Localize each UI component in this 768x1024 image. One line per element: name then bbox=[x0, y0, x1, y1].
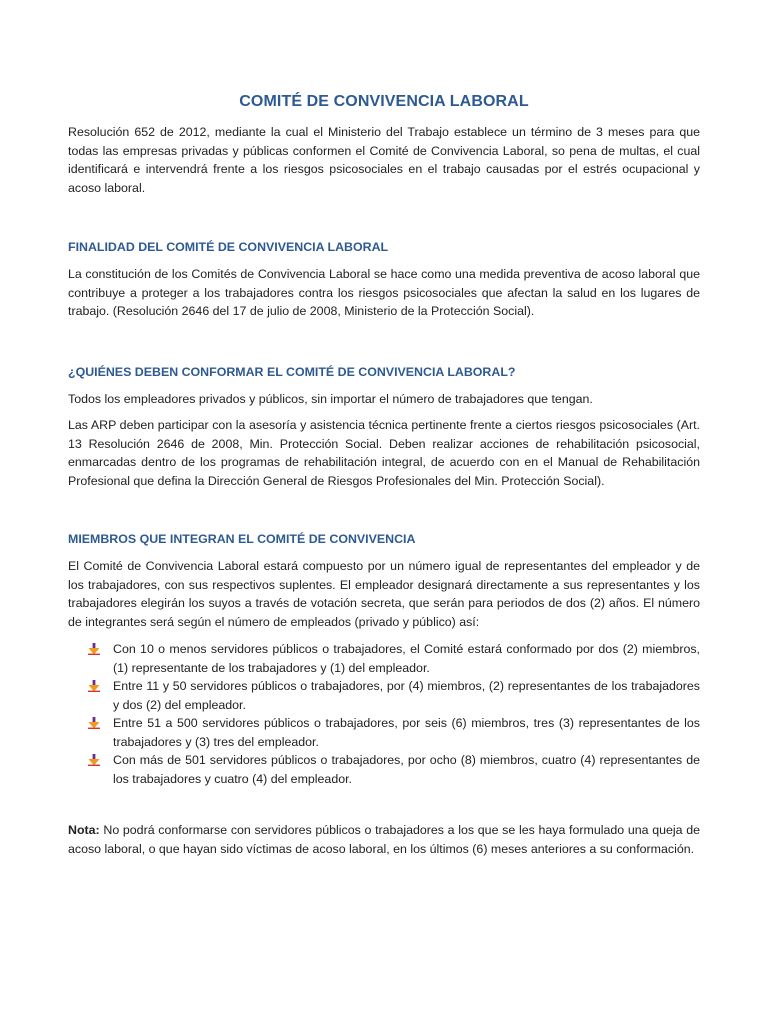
arrow-bullet-icon bbox=[88, 680, 100, 692]
bullet-text: Con más de 501 servidores públicos o trabajadores, por ocho (8) miembros, cuatro (4) representantes de los trabajadores y cuatro (4) del empleador. bbox=[113, 753, 700, 786]
note-paragraph bbox=[68, 821, 700, 858]
intro-paragraph: Resolución 652 de 2012, mediante la cual el Ministerio del Trabajo establece un término de 3 meses para que todas las empresas privadas y públicas conformen el Comité de Convivencia Laboral, so pena de multas, el cual identificará e intervendrá frente a los riesgos psicosociales en el trabajo causadas por el estrés ocupacional y acoso laboral. bbox=[68, 125, 700, 195]
bullet-text: Entre 11 y 50 servidores públicos o trabajadores, por (4) miembros, (2) representantes de los trabajadores y dos (2) del empleador. bbox=[113, 679, 700, 712]
finalidad-paragraph: La constitución de los Comités de Convivencia Laboral se hace como una medida preventiva de acoso laboral que contribuye a proteger a los trabajadores contra los riesgos psicosociales que afectan la salud en los lugares de trabajo. (Resolución 2646 del 17 de julio de 2008, Ministerio de la Protección Social). bbox=[68, 267, 700, 318]
list-item bbox=[113, 677, 700, 714]
section-heading-finalidad: FINALIDAD DEL COMITÉ DE CONVIVENCIA LABORAL bbox=[68, 240, 389, 254]
list-item bbox=[113, 640, 700, 677]
arrow-bullet-icon bbox=[88, 754, 100, 766]
quienes-paragraph-1: Todos los empleadores privados y públicos, sin importar el número de trabajadores que tengan. bbox=[68, 391, 593, 406]
list-item bbox=[113, 714, 700, 751]
arrow-bullet-icon bbox=[88, 717, 100, 729]
note-text: No podrá conformarse con servidores públicos o trabajadores a los que se les haya formulado una queja de acoso laboral, o que hayan sido víctimas de acoso laboral, en los últimos (6) meses anteriores a su conformación. bbox=[68, 823, 700, 856]
arrow-bullet-icon bbox=[88, 643, 100, 655]
miembros-paragraph: El Comité de Convivencia Laboral estará compuesto por un número igual de representantes del empleador y de los trabajadores, con sus respectivos suplentes. El empleador designará directamente a sus representantes y los trabajadores elegirán los suyos a través de votación secreta, que serán para periodos de dos (2) años. El número de integrantes será según el número de empleados (privado y público) así: bbox=[68, 559, 700, 629]
section-heading-miembros: MIEMBROS QUE INTEGRAN EL COMITÉ DE CONVIVENCIA bbox=[68, 532, 416, 546]
members-bullet-list bbox=[68, 640, 700, 788]
bullet-text: Entre 51 a 500 servidores públicos o trabajadores, por seis (6) miembros, tres (3) representantes de los trabajadores y (3) tres del empleador. bbox=[113, 716, 700, 749]
list-item bbox=[113, 751, 700, 788]
bullet-text: Con 10 o menos servidores públicos o trabajadores, el Comité estará conformado por dos (2) miembros, (1) representante de los trabajadores y (1) del empleador. bbox=[113, 642, 700, 675]
document-title: COMITÉ DE CONVIVENCIA LABORAL bbox=[239, 93, 529, 110]
note-label: Nota: bbox=[68, 823, 100, 837]
quienes-paragraph-2: Las ARP deben participar con la asesoría y asistencia técnica pertinente frente a ciertos riesgos psicosociales (Art. 13 Resolución 2646 de 2008, Min. Protección Social. Deben realizar acciones de rehabilitación psicosocial, enmarcadas dentro de los programas de rehabilitación integral, de acuerdo con en el Manual de Rehabilitación Profesional que defina la Dirección General de Riesgos Profesionales del Min. Protección Social). bbox=[68, 418, 700, 488]
section-heading-quienes: ¿QUIÉNES DEBEN CONFORMAR EL COMITÉ DE CONVIVENCIA LABORAL? bbox=[68, 364, 516, 379]
